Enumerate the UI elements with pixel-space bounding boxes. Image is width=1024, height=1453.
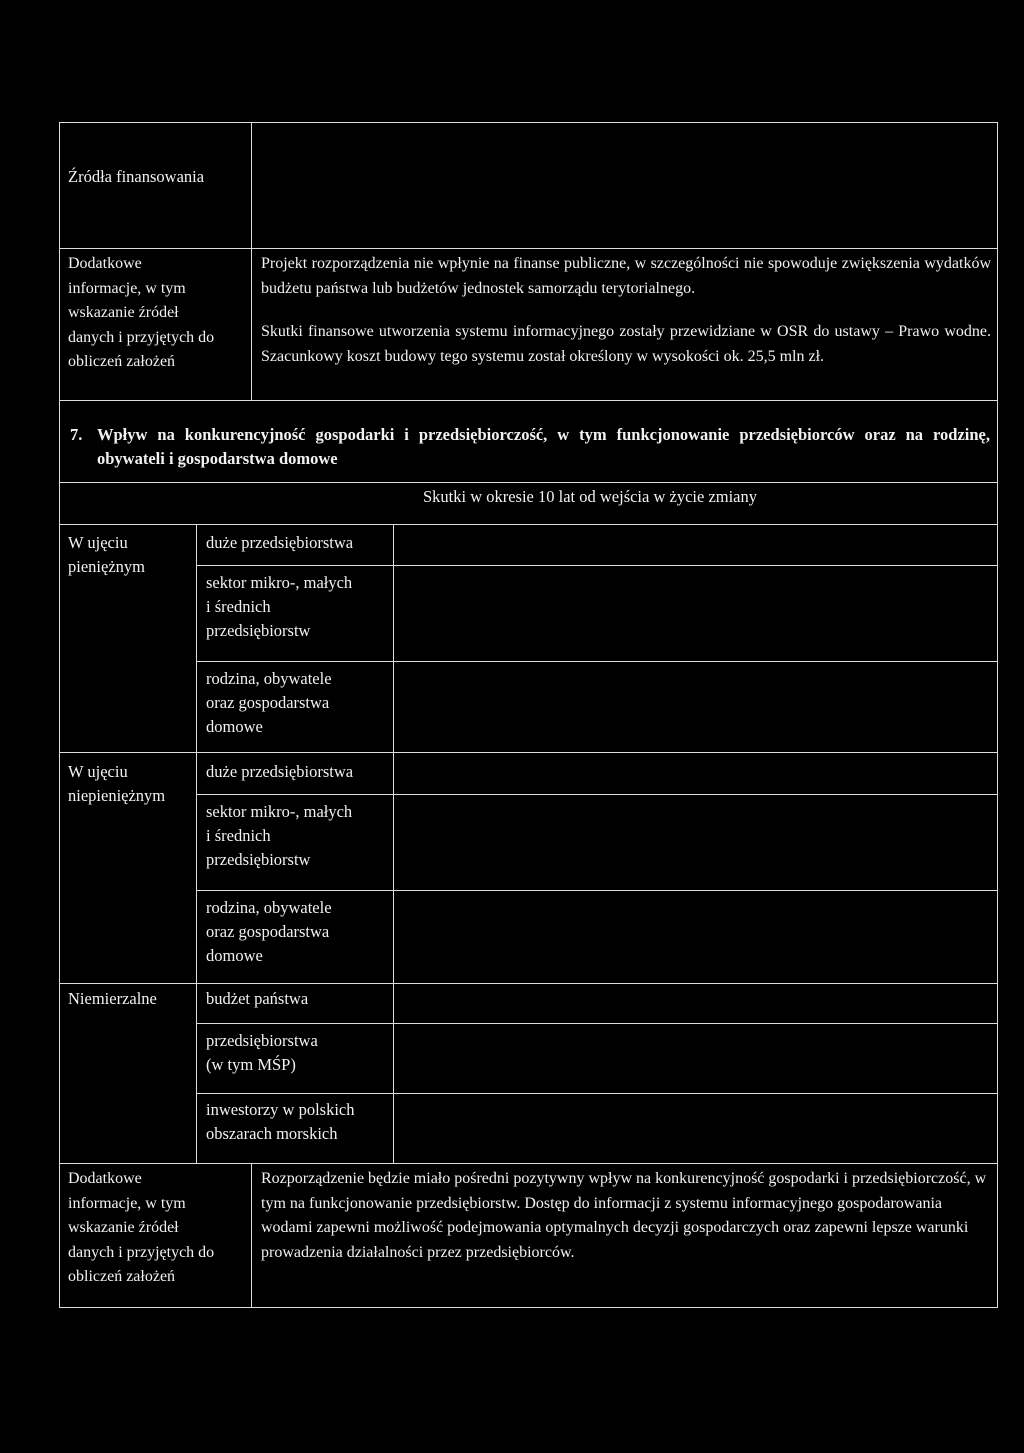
grid-line [59, 524, 998, 525]
grid-line [59, 482, 998, 483]
impact-row-label: duże przedsiębiorstwa [206, 762, 354, 781]
additional-info-label: Dodatkowe informacje, w tym wskazanie źródeł danych i przyjętych do obliczeń założeń [68, 1170, 215, 1285]
section-number: 7. [70, 425, 83, 444]
grid-line [997, 122, 998, 1308]
grid-line [251, 122, 252, 400]
grid-line [196, 524, 197, 1164]
section-title: Wpływ na konkurencyjność gospodarki i przedsiębiorczość, w tym funkcjonowanie przedsiębiorców oraz na rodzinę, obywateli i gospodarstwa domowe [97, 425, 990, 468]
grid-line [59, 752, 998, 753]
additional-info-label: Dodatkowe informacje, w tym wskazanie źródeł danych i przyjętych do obliczeń założeń [68, 255, 215, 370]
impact-row-label: duże przedsiębiorstwa [206, 533, 354, 552]
grid-line [59, 1307, 998, 1308]
grid-line [59, 983, 998, 984]
grid-line [59, 1163, 998, 1164]
impact-row-label: budżet państwa [206, 989, 309, 1008]
grid-line [59, 122, 998, 123]
grid-line [59, 122, 60, 1308]
additional-info-paragraph: Projekt rozporządzenia nie wpłynie na finanse publiczne, w szczególności nie spowoduje zwiększenia wydatków budżetu państwa lub budżetów jednostek samorządu terytorialnego. [261, 255, 991, 297]
period-header: Skutki w okresie 10 lat od wejścia w życie zmiany [422, 487, 758, 506]
grid-line [393, 524, 394, 1164]
additional-info-paragraph: Skutki finansowe utworzenia systemu informacyjnego zostały przewidziane w OSR do ustawy – Prawo wodne. Szacunkowy koszt budowy tego systemu został określony w wysokości ok. 25,5 mln zł. [261, 323, 991, 365]
grid-line [251, 1163, 252, 1308]
grid-line [196, 661, 998, 662]
impact-group-label: W ujęciu niepieniężnym [68, 762, 166, 805]
impact-group-label: W ujęciu pieniężnym [68, 533, 145, 576]
grid-line [196, 1023, 998, 1024]
impact-row-label: inwestorzy w polskich obszarach morskich [206, 1100, 355, 1143]
impact-row-label: sektor mikro-, małych i średnich przedsiębiorstw [206, 802, 353, 869]
impact-row-label: rodzina, obywatele oraz gospodarstwa domowe [206, 898, 332, 965]
funding-label: Źródła finansowania [68, 167, 205, 186]
grid-line [196, 890, 998, 891]
impact-row-label: sektor mikro-, małych i średnich przedsiębiorstw [206, 573, 353, 640]
grid-line [59, 400, 998, 401]
additional-info-text: Rozporządzenie będzie miało pośredni pozytywny wpływ na konkurencyjność gospodarki i przedsiębiorczość, w tym na funkcjonowanie przedsiębiorstw. Dostęp do informacji z systemu informacyjnego gospodarowania wodami zapewni możliwość podejmowania optymalnych decyzji gospodarczych oraz zapewni lepsze warunki prowadzenia działalności przez przedsiębiorców. [261, 1170, 987, 1261]
grid-line [196, 1093, 998, 1094]
impact-row-label: przedsiębiorstwa (w tym MŚP) [206, 1031, 318, 1074]
grid-line [59, 248, 998, 249]
grid-line [196, 565, 998, 566]
grid-line [196, 794, 998, 795]
impact-row-label: rodzina, obywatele oraz gospodarstwa domowe [206, 669, 332, 736]
impact-group-label: Niemierzalne [68, 989, 157, 1008]
